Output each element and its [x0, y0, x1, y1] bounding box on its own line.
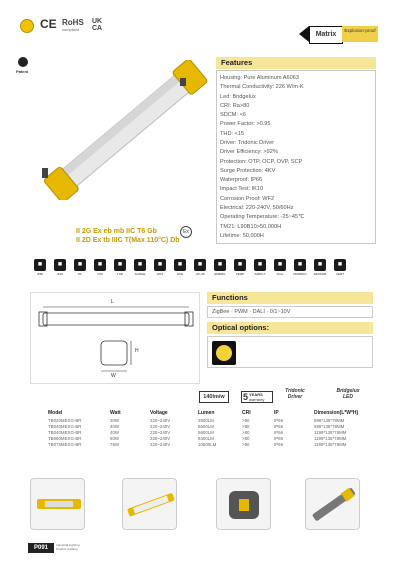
table-cell: IP66 [274, 418, 284, 424]
table-cell: 60W [110, 435, 120, 441]
feature-icon-label: IK10 [56, 272, 64, 276]
thumb-full-fixture [122, 478, 177, 530]
led-tag [335, 389, 361, 401]
feature-icon [50, 259, 70, 281]
patent-icon [18, 57, 28, 67]
product-badge [299, 26, 379, 42]
feature-glyph-icon: ■ [294, 259, 306, 271]
feature-item: Electrical: 220-240V, 50/60Hz [220, 204, 294, 211]
badge-arrow-icon [299, 26, 309, 42]
feature-glyph-icon: ■ [274, 259, 286, 271]
feature-icon-label: WF2 [156, 272, 164, 276]
table-cell: TB075MEXG-BR [48, 441, 82, 447]
table-cell: 10500LM [198, 441, 217, 447]
footer-subtitle [56, 543, 80, 551]
table-header: CRI [242, 410, 251, 416]
rohs-mark [62, 19, 84, 32]
feature-icon-label: DIMMING [293, 272, 307, 276]
feature-item: Driver: Tridonic Driver [220, 139, 275, 146]
table-cell: 40W [110, 429, 120, 435]
led-tag-bottom: LED [343, 393, 353, 400]
table-cell: 220~240V [150, 424, 171, 430]
warranty-tag [241, 391, 273, 403]
feature-icon-label: IMPACT [254, 272, 266, 276]
thumb-end-cap [216, 478, 271, 530]
feature-icon-label: SURGE [134, 272, 146, 276]
feature-icon [230, 259, 250, 281]
feature-item: Housing: Pure Aluminum A6063 [220, 75, 299, 81]
feature-item: THD: <15 [220, 130, 245, 137]
table-cell: >80 [242, 429, 250, 435]
table-cell: IP66 [274, 424, 284, 430]
feature-item: Operating Temperature: -25~45℃ [220, 214, 305, 221]
feature-icon [70, 259, 90, 281]
feature-icon-strip [30, 259, 350, 281]
feature-glyph-icon: ■ [74, 259, 86, 271]
table-cell: 2800LM [198, 418, 214, 424]
feature-glyph-icon: ■ [54, 259, 66, 271]
feature-item: Waterproof: IP66 [220, 177, 263, 184]
feature-icon [250, 259, 270, 281]
optical-lens-icon [212, 341, 236, 365]
feature-item: CRI: Ra>80 [220, 102, 250, 109]
feature-glyph-icon: ■ [134, 259, 146, 271]
functions-title: Functions [207, 292, 373, 304]
warranty-years-num: 5 [243, 392, 249, 402]
table-cell: >80 [242, 418, 250, 424]
table-cell: 1199*135*78MM [314, 435, 347, 441]
feature-glyph-icon: ■ [254, 259, 266, 271]
ex-hex-icon: Ex [180, 226, 192, 238]
feature-icon-label: SENSOR [313, 272, 327, 276]
optical-title: Optical options: [207, 322, 373, 334]
table-cell: IP66 [274, 441, 284, 447]
driver-tag-bottom: Driver [287, 393, 303, 400]
feature-icon-label: -25~45 [195, 272, 205, 276]
table-cell: TB040MEXG-BR [48, 424, 82, 430]
dimension-l-label: L [111, 299, 114, 305]
feature-item: Power Factor: >0.95 [220, 121, 271, 128]
footer-sub-bottom: Product Catalog [56, 547, 78, 551]
table-cell: >80 [242, 441, 250, 447]
feature-icon [290, 259, 310, 281]
table-header: Voltage [150, 410, 168, 416]
table-cell: TB020MEXG-BR [48, 418, 82, 424]
optical-options-box [207, 336, 373, 368]
thumb-installation [30, 478, 85, 530]
table-cell: TB040MEXG-BR [48, 429, 82, 435]
feature-icon-label: PF [78, 272, 82, 276]
feature-item: Driver Efficiency: >92% [220, 149, 278, 156]
feature-icon [190, 259, 210, 281]
table-cell: 220~240V [150, 435, 171, 441]
feature-item: SDCM: <6 [220, 112, 246, 119]
spec-table [48, 408, 370, 447]
feature-icon-label: DALI [276, 272, 284, 276]
table-cell: 220~240V [150, 418, 171, 424]
feature-icon-label: IP66 [36, 272, 44, 276]
feature-item: TM21: L90B10>50,000H [220, 223, 282, 230]
rohs-label: RoHS [62, 18, 84, 27]
table-cell: 8400LM [198, 435, 214, 441]
dimension-drawing [30, 292, 200, 384]
table-header: IP [274, 410, 279, 416]
feature-icon [110, 259, 130, 281]
feature-icon-label: CRI [97, 272, 103, 276]
patent-label: Patent [16, 69, 29, 74]
feature-glyph-icon: ■ [194, 259, 206, 271]
table-cell: 599*135*78MM [314, 418, 345, 424]
feature-item: Impact Test: IK10 [220, 186, 264, 193]
feature-glyph-icon: ■ [214, 259, 226, 271]
dimension-w-label: W [111, 373, 116, 379]
table-cell: 5600LM [198, 424, 214, 430]
feature-icon-label: THD [116, 272, 124, 276]
feature-icon-label: CERT [335, 272, 345, 276]
warranty-sub: warranty [249, 397, 265, 402]
ce-mark: CE [40, 17, 57, 31]
led-tag-top: Bridgelux [336, 388, 360, 394]
table-cell: TB060MEXG-BR [48, 435, 82, 441]
feature-glyph-icon: ■ [94, 259, 106, 271]
badge-subtitle: Explosion-proof [342, 26, 378, 42]
feature-icon [90, 259, 110, 281]
table-header: Dimension(L*W*H) [314, 410, 359, 416]
feature-glyph-icon: ■ [334, 259, 346, 271]
footer-sub-top: Industrial Lighting [56, 543, 80, 547]
feature-icon-label: TEMP [235, 272, 245, 276]
table-cell: 220~240V [150, 441, 171, 447]
feature-item: Lifetime: 50,000H [220, 232, 264, 239]
feature-icon [170, 259, 190, 281]
product-image [30, 60, 220, 200]
feature-icon [30, 259, 50, 281]
feature-item: Surge Protection: 4KV [220, 167, 276, 174]
ex-marking-line2: II 2D Ex tb IIIC T(Max 110°C) Db [76, 237, 180, 244]
ex-marking-line1: II 2G Ex eb mb IIC T6 Gb [76, 228, 157, 235]
table-cell: 5600LM [198, 429, 214, 435]
feature-icon [310, 259, 330, 281]
ukca-bottom: CA [92, 25, 103, 32]
table-cell: 1199*135*78MM [314, 441, 347, 447]
table-cell: 40W [110, 424, 120, 430]
feature-glyph-icon: ■ [34, 259, 46, 271]
rohs-sub-label: compliant [62, 27, 80, 32]
feature-icon [330, 259, 350, 281]
driver-tag [282, 389, 308, 401]
feature-icon-label: LIFE [176, 272, 184, 276]
ukca-mark [92, 18, 102, 32]
table-header: Watt [110, 410, 121, 416]
table-header: Model [48, 410, 63, 416]
table-cell: 220~240V [150, 429, 171, 435]
dimension-h-label: H [135, 348, 139, 354]
feature-item: Protection: OTP, OCP, OVP, SCP [220, 158, 303, 165]
ukca-top: UK [92, 18, 103, 25]
page-number: P091 [28, 543, 54, 553]
table-cell: IP66 [274, 435, 284, 441]
table-header: Lumen [198, 410, 215, 416]
feature-glyph-icon: ■ [174, 259, 186, 271]
ex-cert-icon [20, 19, 34, 33]
feature-item: Thermal Conductivity: 226 W/m·K [220, 84, 304, 91]
badge-title: Matrix [309, 26, 343, 44]
table-row [48, 441, 370, 447]
table-cell: >80 [242, 424, 250, 430]
efficacy-tag: 140lm/w [199, 391, 229, 403]
functions-text: ZigBee · PWM · DALI · 0/1~10V [207, 306, 373, 318]
table-cell: IP66 [274, 429, 284, 435]
feature-glyph-icon: ■ [114, 259, 126, 271]
warranty-years-word: YEARS [249, 392, 263, 397]
table-cell: >80 [242, 435, 250, 441]
table-cell: 599*135*78MM [314, 424, 345, 430]
features-list [216, 70, 376, 244]
feature-icon [130, 259, 150, 281]
table-cell: 1199*135*78MM [314, 429, 347, 435]
driver-tag-top: Tridonic [285, 388, 305, 394]
table-cell: 75W [110, 441, 120, 447]
feature-icon-label: EMERG [214, 272, 226, 276]
table-cell: 20W [110, 418, 120, 424]
feature-icon [270, 259, 290, 281]
feature-icon [150, 259, 170, 281]
thumb-angle-view [305, 478, 360, 530]
features-title: Features [216, 57, 376, 69]
feature-item: Led: Bridgelux [220, 93, 256, 100]
feature-icon [210, 259, 230, 281]
feature-glyph-icon: ■ [154, 259, 166, 271]
feature-glyph-icon: ■ [314, 259, 326, 271]
feature-item: Corrosion Proof: WF2 [220, 195, 275, 202]
feature-glyph-icon: ■ [234, 259, 246, 271]
